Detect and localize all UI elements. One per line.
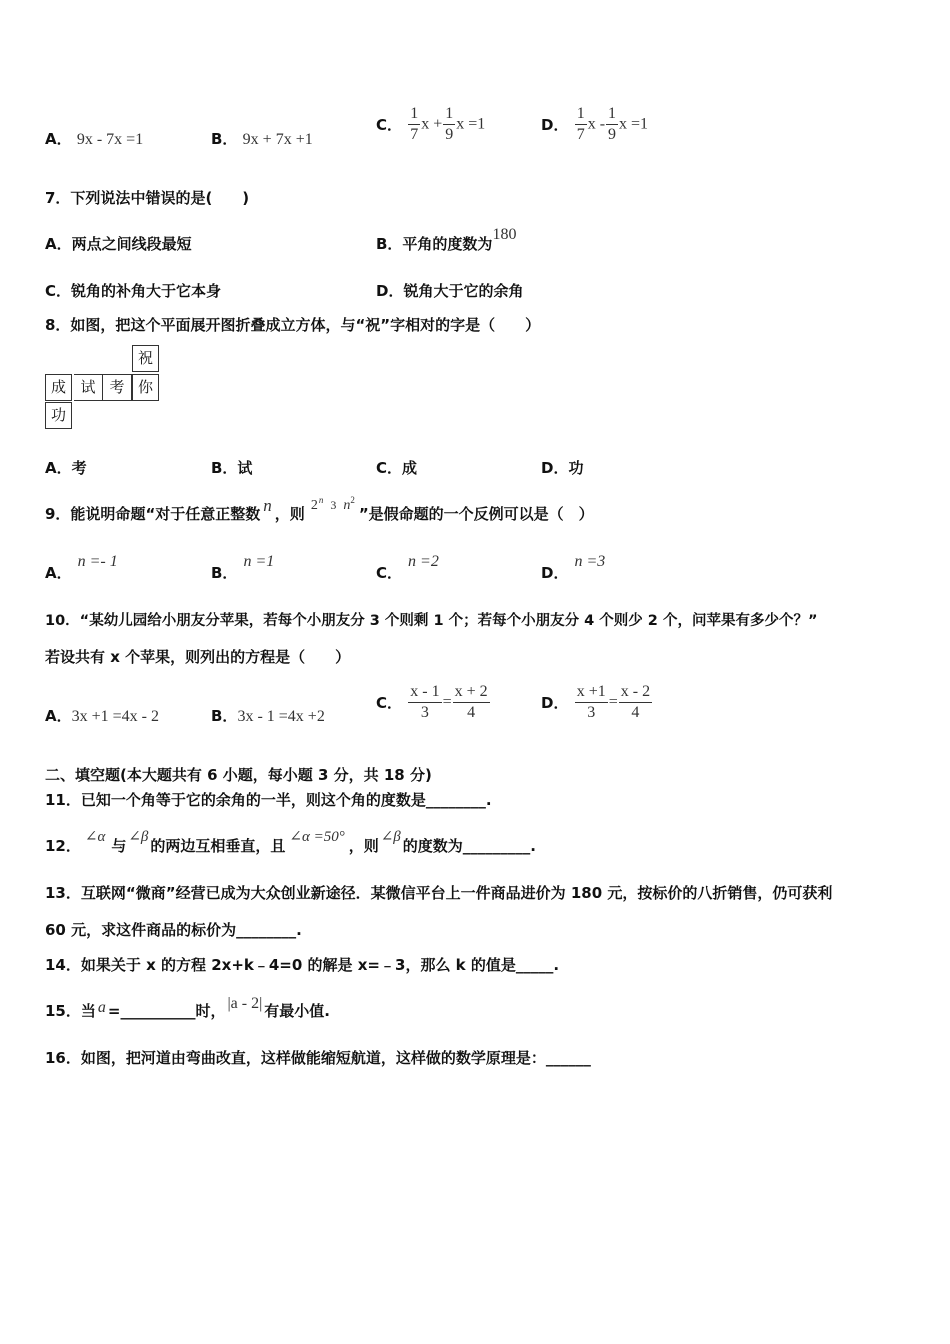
- q10-option-d: D． $\frac{x +1}{3}$ = $\frac{x - 2}{4}$: [541, 683, 651, 721]
- cube-net-figure: [45, 345, 165, 435]
- q7-option-b: B．平角的度数为180: [376, 226, 517, 253]
- q8-option-a: A．考: [45, 459, 87, 477]
- q7-option-d: D．锐角大于它的余角: [376, 282, 524, 300]
- cube-cell-kao: 考: [103, 374, 132, 401]
- cube-cell-ni: 你: [132, 374, 159, 401]
- q7-stem: 7．下列说法中错误的是( ): [45, 189, 250, 207]
- section2-title: 二、填空题(本大题共有 6 小题，每小题 3 分，共 18 分): [45, 766, 432, 784]
- q9-option-b: B．n =1: [211, 553, 275, 582]
- q8-stem: 8．如图，把这个平面展开图折叠成立方体，与“祝”字相对的字是（ ）: [45, 316, 541, 334]
- q10-option-c: C． $\frac{x - 1}{3}$ = $\frac{x + 2}{4}$: [376, 683, 488, 721]
- q9-option-a: A．n =- 1: [45, 553, 118, 582]
- q8-option-b: B．试: [211, 459, 253, 477]
- q9-option-d: D．n =3: [541, 553, 606, 582]
- q15-text: 15．当 a =__________时， |a - 2| 有最小值.: [45, 995, 330, 1020]
- q10-stem-line2: 若设共有 x 个苹果，则列出的方程是（ ）: [45, 648, 351, 666]
- q7-option-c: C．锐角的补角大于它本身: [45, 282, 222, 300]
- q9-stem: 9．能说明命题“对于任意正整数 n ，则 2$^n$ 3 $n^2$”是假命题的一个反例可以是（ ）: [45, 495, 594, 523]
- q6-option-a-math: 9x - 7x =1: [76, 131, 144, 148]
- cube-cell-gong: 功: [45, 402, 72, 429]
- q6-option-c: C． $\frac{1}{7}$ x + $\frac{1}{9}$ x =1: [376, 105, 486, 143]
- q8-option-d: D．功: [541, 459, 584, 477]
- cube-cell-shi: 试: [74, 374, 103, 401]
- q8-option-c: C．成: [376, 459, 418, 477]
- q10-option-b: B．3x - 1 =4x +2: [211, 707, 325, 725]
- q10-stem-line1: 10．“某幼儿园给小朋友分苹果，若每个小朋友分 3 个则剩 1 个；若每个小朋友分 4 个则少 2 个，问苹果有多少个？”: [45, 613, 818, 629]
- q14-text: 14．如果关于 x 的方程 2x+k﹣4=0 的解是 x=﹣3，那么 k 的值是_____.: [45, 956, 560, 974]
- q13-line1: 13．互联网“微商”经营已成为大众创业新途径．某微信平台上一件商品进价为 180 元，按标价的八折销售，仍可获利: [45, 884, 833, 902]
- q9-option-c: C．n =2: [376, 553, 439, 582]
- q13-line2: 60 元，求这件商品的标价为________.: [45, 921, 302, 939]
- q16-text: 16．如图，把河道由弯曲改直，这样做能缩短航道，这样做的数学原理是：______: [45, 1049, 591, 1067]
- cube-cell-cheng: 成: [45, 374, 72, 401]
- q6-option-d: D． $\frac{1}{7}$ x - $\frac{1}{9}$ x =1: [541, 105, 649, 143]
- q10-option-a: A．3x +1 =4x - 2: [45, 707, 159, 725]
- q6-option-b: B． 9x + 7x +1: [211, 130, 313, 148]
- q7-option-a: A．两点之间线段最短: [45, 235, 192, 253]
- q6-option-a: A． 9x - 7x =1: [45, 130, 144, 148]
- cube-cell-zhu: 祝: [132, 345, 159, 372]
- q12-text: 12． ∠α 与 ∠β 的两边互相垂直，且 ∠α =50° ，则 ∠β 的度数为_________.: [45, 829, 536, 855]
- q11-text: 11．已知一个角等于它的余角的一半，则这个角的度数是________.: [45, 791, 492, 809]
- q6-option-b-math: 9x + 7x +1: [242, 131, 313, 148]
